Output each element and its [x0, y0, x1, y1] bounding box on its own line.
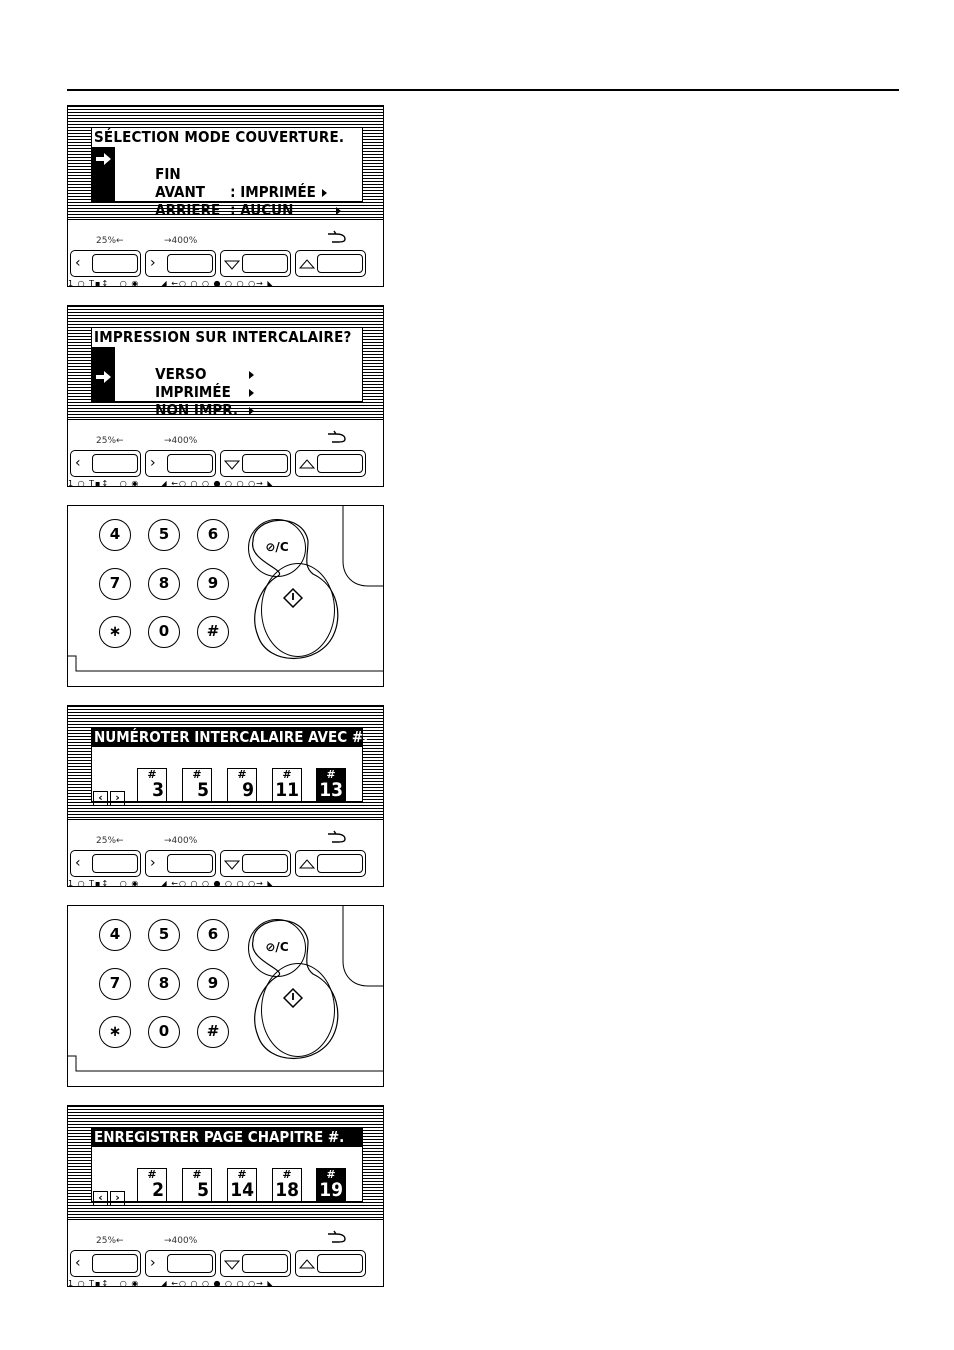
indicator-row: 1 ○ T▪↕ ○ ◉ ◢ ←○ ○ ○ ● ○ ○ ○→ ◣	[68, 879, 275, 887]
key-6[interactable]: 6	[197, 519, 229, 551]
key-7[interactable]: 7	[99, 568, 131, 600]
numeric-keypad	[67, 505, 384, 687]
chevron-right-icon: ›	[150, 1255, 156, 1271]
triangle-up-icon	[299, 459, 315, 469]
indicator-row: 1 ○ T▪↕ ○ ◉ ◢ ←○ ○ ○ ● ○ ○ ○→ ◣	[68, 479, 275, 487]
hand-icon	[326, 1230, 348, 1244]
start-icon	[283, 588, 303, 608]
key-5[interactable]: 5	[148, 919, 180, 951]
lcd-title: ENREGISTRER PAGE CHAPITRE #.	[92, 1128, 362, 1147]
lcd-screen	[91, 127, 363, 219]
number-slot[interactable]: # 9	[227, 768, 257, 803]
number-slot[interactable]: # 5	[182, 1168, 212, 1203]
up-arrow-button[interactable]	[295, 850, 366, 877]
start-icon	[283, 988, 303, 1008]
right-arrow-button[interactable]	[145, 850, 216, 877]
menu-option-verso[interactable]: VERSO	[127, 349, 254, 400]
key-0[interactable]: 0	[148, 1016, 180, 1048]
menu-option-imprimee[interactable]: IMPRIMÉE	[127, 367, 254, 418]
key-7[interactable]: 7	[99, 968, 131, 1000]
page-nav-arrows	[93, 786, 127, 806]
triangle-down-icon	[224, 460, 240, 470]
right-arrow-button[interactable]	[145, 450, 216, 477]
key-8[interactable]: 8	[148, 968, 180, 1000]
left-arrow-button[interactable]	[70, 450, 141, 477]
chevron-left-icon: ‹	[75, 855, 81, 871]
lcd-panel-chapter-page	[67, 1105, 384, 1287]
lcd-panel-number-interleaf	[67, 705, 384, 887]
chevron-right-icon: ›	[150, 255, 156, 271]
hand-icon	[326, 830, 348, 844]
zoom-max-label: →400%	[164, 1236, 198, 1246]
chevron-left-icon: ‹	[93, 1191, 108, 1206]
key-star[interactable]: ∗	[99, 1016, 131, 1048]
key-8[interactable]: 8	[148, 568, 180, 600]
submenu-arrow-icon	[336, 207, 341, 215]
selection-arrow-icon	[95, 151, 112, 167]
zoom-max-label: →400%	[164, 236, 198, 246]
key-9[interactable]: 9	[197, 568, 229, 600]
start-button[interactable]	[261, 963, 335, 1057]
right-arrow-button[interactable]	[145, 250, 216, 277]
key-5[interactable]: 5	[148, 519, 180, 551]
lcd-title: NUMÉROTER INTERCALAIRE AVEC #.	[94, 728, 369, 746]
triangle-down-icon	[224, 260, 240, 270]
triangle-down-icon	[224, 1260, 240, 1270]
selection-bar	[92, 147, 115, 202]
number-slot[interactable]: # 2	[137, 1168, 167, 1203]
key-0[interactable]: 0	[148, 616, 180, 648]
number-slot[interactable]: # 14	[227, 1168, 257, 1203]
lcd-screen	[91, 327, 363, 419]
menu-option-non-impr[interactable]: NON IMPR.	[127, 385, 254, 436]
chevron-left-icon: ‹	[75, 455, 81, 471]
up-arrow-button[interactable]	[295, 1250, 366, 1277]
menu-option-avant[interactable]: AVANT : IMPRIMÉE	[127, 167, 327, 218]
triangle-up-icon	[299, 259, 315, 269]
number-slot[interactable]: # 11	[272, 768, 302, 803]
up-arrow-button[interactable]	[295, 250, 366, 277]
chevron-right-icon: ›	[150, 855, 156, 871]
submenu-arrow-icon	[249, 407, 254, 415]
down-arrow-button[interactable]	[220, 1250, 291, 1277]
zoom-min-label: 25%←	[96, 836, 124, 846]
lcd-panel-interleaf-print	[67, 305, 384, 487]
zoom-max-label: →400%	[164, 836, 198, 846]
numeric-keypad	[67, 905, 384, 1087]
indicator-row: 1 ○ T▪↕ ○ ◉ ◢ ←○ ○ ○ ● ○ ○ ○→ ◣	[68, 1279, 275, 1287]
start-button[interactable]	[261, 563, 335, 657]
zoom-max-label: →400%	[164, 436, 198, 446]
lcd-screen	[91, 1127, 363, 1202]
key-6[interactable]: 6	[197, 919, 229, 951]
selection-arrow-icon	[95, 369, 112, 385]
down-arrow-button[interactable]	[220, 250, 291, 277]
number-slot[interactable]: # 5	[182, 768, 212, 803]
stop-clear-button[interactable]: ⊘/C	[248, 519, 306, 577]
left-arrow-button[interactable]	[70, 850, 141, 877]
chevron-right-icon: ›	[150, 455, 156, 471]
chevron-right-icon: ›	[110, 791, 125, 806]
chevron-left-icon: ‹	[93, 791, 108, 806]
zoom-min-label: 25%←	[96, 1236, 124, 1246]
right-arrow-button[interactable]	[145, 1250, 216, 1277]
stop-clear-button[interactable]: ⊘/C	[248, 919, 306, 977]
up-arrow-button[interactable]	[295, 450, 366, 477]
triangle-down-icon	[224, 860, 240, 870]
down-arrow-button[interactable]	[220, 850, 291, 877]
down-arrow-button[interactable]	[220, 450, 291, 477]
zoom-min-label: 25%←	[96, 236, 124, 246]
selection-bar	[92, 347, 115, 402]
menu-option-fin[interactable]: FIN	[155, 165, 181, 183]
number-slot[interactable]: # 3	[137, 768, 167, 803]
left-arrow-button[interactable]	[70, 250, 141, 277]
key-4[interactable]: 4	[99, 919, 131, 951]
chevron-right-icon: ›	[110, 1191, 125, 1206]
chevron-left-icon: ‹	[75, 255, 81, 271]
key-hash[interactable]: #	[197, 1016, 229, 1048]
lcd-title: SÉLECTION MODE COUVERTURE.	[94, 128, 345, 146]
key-hash[interactable]: #	[197, 616, 229, 648]
hand-icon	[326, 430, 348, 444]
left-arrow-button[interactable]	[70, 1250, 141, 1277]
lcd-panel-cover-mode	[67, 105, 384, 287]
menu-option-arriere[interactable]: ARRIÈRE : AUCUN	[127, 185, 341, 236]
triangle-up-icon	[299, 1259, 315, 1269]
indicator-row: 1 ○ T▪↕ ○ ◉ ◢ ←○ ○ ○ ● ○ ○ ○→ ◣	[68, 279, 275, 287]
chevron-left-icon: ‹	[75, 1255, 81, 1271]
page-nav-arrows	[93, 1186, 127, 1206]
number-slot-selected[interactable]: # 19	[316, 1168, 346, 1203]
key-4[interactable]: 4	[99, 519, 131, 551]
zoom-min-label: 25%←	[96, 436, 124, 446]
key-9[interactable]: 9	[197, 968, 229, 1000]
lcd-title: IMPRESSION SUR INTERCALAIRE?	[94, 328, 352, 346]
triangle-up-icon	[299, 859, 315, 869]
lcd-screen	[91, 727, 369, 804]
hand-icon	[326, 230, 348, 244]
number-slot[interactable]: # 18	[272, 1168, 302, 1203]
top-rule	[67, 89, 899, 91]
key-star[interactable]: ∗	[99, 616, 131, 648]
number-slot-selected[interactable]: # 13	[316, 768, 346, 803]
